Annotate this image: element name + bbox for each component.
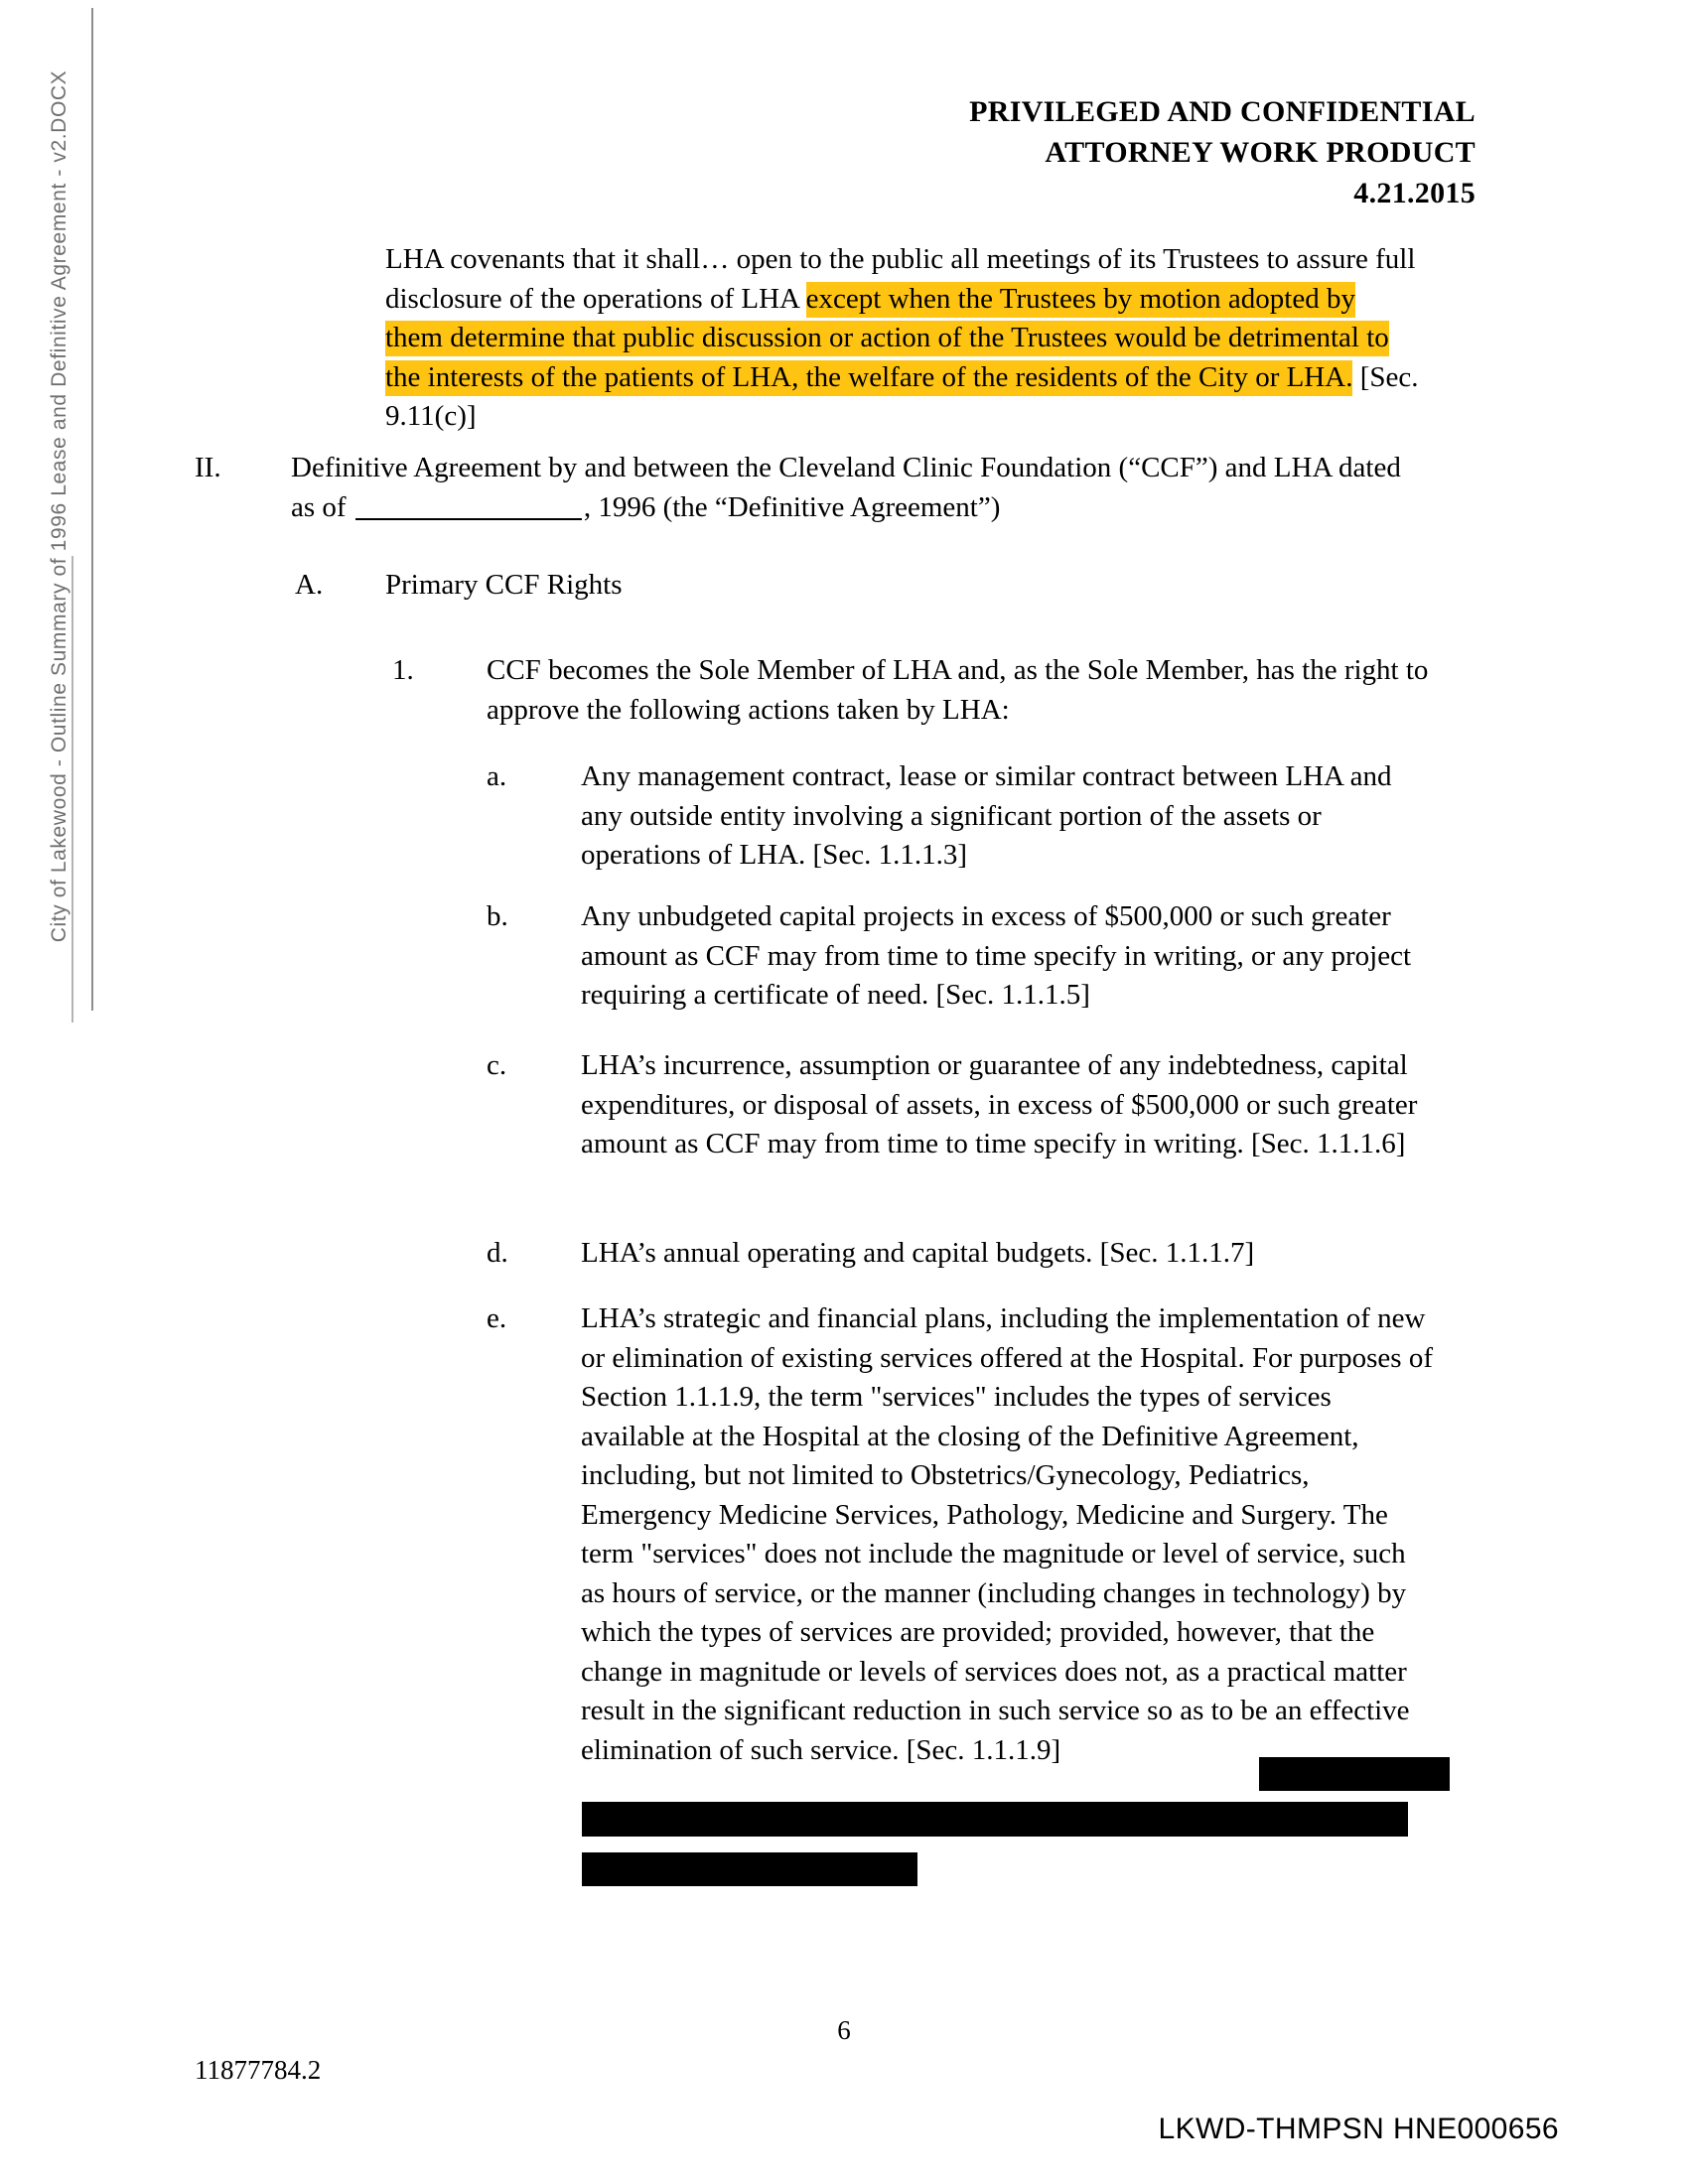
section-ii-row xyxy=(195,449,1426,527)
item-1-marker: 1. xyxy=(392,654,414,686)
sub-item-c-marker: c. xyxy=(487,1049,507,1081)
intro-text-before-highlight: LHA covenants that it shall… open to the public all meetings of its Trustees to assure full disclosure of the operations of LHA xyxy=(385,243,1416,315)
sub-item-c-row xyxy=(487,1046,1435,1164)
date-fill-in-blank[interactable] xyxy=(355,492,582,520)
sub-item-e-marker: e. xyxy=(487,1302,507,1334)
header-privileged-line: PRIVILEGED AND CONFIDENTIAL xyxy=(969,95,1476,128)
sidebar-filename-label: City of Lakewood - Outline Summary of 1996 Lease and Definitive Agreement - v2.DOCX xyxy=(48,69,70,943)
highlighted-covenant-text: except when the Trustees by motion adopted by them determine that public discussion or action of the Trustees would be detrimental to the interests of the patients of LHA, the welfare of the residents of the City or LHA. xyxy=(385,282,1389,396)
redaction-bar-3 xyxy=(582,1852,917,1886)
section-ii-text-before-blank: Definitive Agreement by and between the Cleveland Clinic Foundation (“CCF”) and LHA dated as of xyxy=(291,452,1401,523)
section-a-marker: A. xyxy=(295,569,324,601)
page-number: 6 xyxy=(837,2015,851,2045)
section-a-row xyxy=(295,566,1427,606)
section-ii-marker: II. xyxy=(195,452,221,483)
section-ii-body xyxy=(291,449,1426,527)
sub-item-b-text: Any unbudgeted capital projects in excess of $500,000 or such greater amount as CCF may from time to time specify in writing, or any project requiring a certificate of need. [Sec. 1.1.1.5] xyxy=(581,900,1412,1011)
header-date: 4.21.2015 xyxy=(1353,177,1476,209)
sub-item-e-row xyxy=(487,1299,1435,1770)
sub-item-d-marker: d. xyxy=(487,1237,508,1269)
document-reference-number: 11877784.2 xyxy=(195,2055,322,2085)
intro-quoted-paragraph xyxy=(385,240,1420,437)
sub-item-a-marker: a. xyxy=(487,760,507,792)
sub-item-e-text: LHA’s strategic and financial plans, including the implementation of new or elimination of existing services offered at the Hospital. For purposes of Section 1.1.1.9, the term "services" includes the types of services available at the Hospital at the closing of the Definitive Agreement, including, but not limited to Obstetrics/Gynecology, Pediatrics, Emergency Medicine Services, Pathology, Medicine and Surgery. The term "services" does not include the magnitude or level of service, such as hours of service, or the manner (including changes in technology) by which the types of services are provided; provided, however, that the change in magnitude or levels of services does not, as a practical matter result in the significant reduction in such service so as to be an effective elimination of such service. [Sec. 1.1.1.9] xyxy=(581,1302,1433,1766)
section-a-title: Primary CCF Rights xyxy=(385,569,623,601)
sub-item-a-row xyxy=(487,757,1435,876)
sub-item-b-marker: b. xyxy=(487,900,508,932)
sub-item-b-row xyxy=(487,897,1435,1016)
document-header xyxy=(0,91,1476,213)
redaction-bar-2 xyxy=(582,1802,1408,1837)
sub-item-d-row xyxy=(487,1234,1435,1274)
section-ii-text-after-blank: , 1996 (the “Definitive Agreement”) xyxy=(583,490,1001,523)
item-1-text: CCF becomes the Sole Member of LHA and, as the Sole Member, has the right to approve the following actions taken by LHA: xyxy=(487,654,1429,726)
redaction-bar-1 xyxy=(1259,1757,1450,1791)
item-1-row xyxy=(392,651,1430,730)
sub-item-c-text: LHA’s incurrence, assumption or guarantee of any indebtedness, capital expenditures, or disposal of assets, in excess of $500,000 or such greater amount as CCF may from time to time specify in writing. [Sec. 1.1.1.6] xyxy=(581,1049,1418,1160)
sub-item-d-text: LHA’s annual operating and capital budgets. [Sec. 1.1.1.7] xyxy=(581,1237,1255,1269)
header-work-product-line: ATTORNEY WORK PRODUCT xyxy=(1045,136,1476,169)
bates-number: LKWD-THMPSN HNE000656 xyxy=(1158,2113,1559,2145)
intro-section-citation: [Sec. 9.11(c)] xyxy=(385,360,1419,432)
sub-item-a-text: Any management contract, lease or similar contract between LHA and any outside entity involving a significant portion of the assets or operations of LHA. [Sec. 1.1.1.3] xyxy=(581,760,1392,871)
